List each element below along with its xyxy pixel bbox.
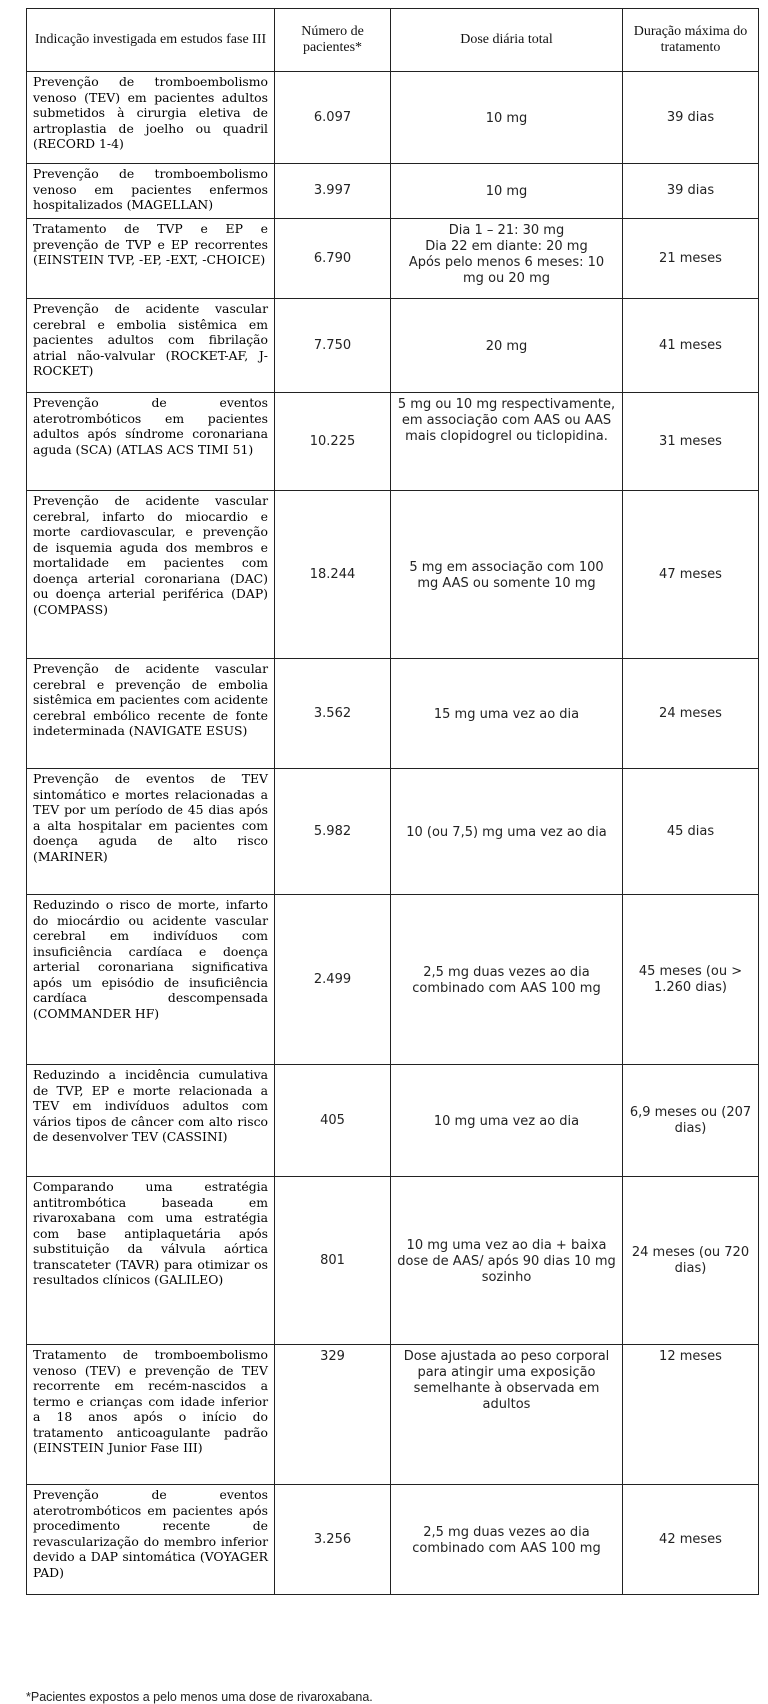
dose-cell: 20 mg [391,299,623,393]
dose-cell: 10 (ou 7,5) mg uma vez ao dia [391,769,623,895]
patients-cell: 6.790 [275,219,391,299]
table-row [27,1065,759,1177]
dose-cell: 5 mg ou 10 mg respectivamente, em associação com AAS ou AAS mais clopidogrel ou ticlopidina. [391,393,623,491]
duration-cell: 47 meses [623,491,759,659]
indication-cell: Prevenção de eventos aterotrombóticos em pacientes adultos após síndrome coronariana aguda (SCA) (ATLAS ACS TIMI 51) [27,393,275,491]
indication-cell: Prevenção de tromboembolismo venoso em pacientes enfermos hospitalizados (MAGELLAN) [27,164,275,219]
indication-cell: Prevenção de eventos de TEV sintomático e mortes relacionadas a TEV por um período de 45 dias após a alta hospitalar em pacientes com doença aguda de alto risco (MARINER) [27,769,275,895]
patients-cell: 801 [275,1177,391,1345]
footnote: *Pacientes expostos a pelo menos uma dose de rivaroxabana. [26,1690,373,1704]
dose-cell: 15 mg uma vez ao dia [391,659,623,769]
table-row [27,491,759,659]
dose-cell: 10 mg uma vez ao dia [391,1065,623,1177]
duration-cell: 24 meses [623,659,759,769]
indication-cell: Prevenção de acidente vascular cerebral, infarto do miocardio e morte cardiovascular, e prevenção de isquemia aguda dos membros e mortalidade em pacientes com doença arterial coronariana (DAC) ou doença arterial periférica (DAP) (COMPASS) [27,491,275,659]
patients-cell: 329 [275,1345,391,1485]
patients-cell: 2.499 [275,895,391,1065]
header-indicacao: Indicação investigada em estudos fase III [27,9,275,72]
dose-cell: 10 mg [391,72,623,164]
table-row [27,164,759,219]
header-dose: Dose diária total [391,9,623,72]
header-pacientes: Número de pacientes* [275,9,391,72]
patients-cell: 7.750 [275,299,391,393]
dose-cell: 2,5 mg duas vezes ao dia combinado com AAS 100 mg [391,895,623,1065]
phase-iii-studies-table [26,8,759,1595]
duration-cell: 45 meses (ou > 1.260 dias) [623,895,759,1065]
dose-cell: Dia 1 – 21: 30 mg Dia 22 em diante: 20 mg Após pelo menos 6 meses: 10 mg ou 20 mg [391,219,623,299]
patients-cell: 6.097 [275,72,391,164]
indication-cell: Prevenção de acidente vascular cerebral e embolia sistêmica em pacientes adultos com fibrilação atrial não-valvular (ROCKET-AF, J-ROCKET) [27,299,275,393]
patients-cell: 10.225 [275,393,391,491]
patients-cell: 3.997 [275,164,391,219]
indication-cell: Prevenção de acidente vascular cerebral e prevenção de embolia sistêmica em pacientes com acidente cerebral embólico recente de fonte indeterminada (NAVIGATE ESUS) [27,659,275,769]
indication-cell: Prevenção de eventos aterotrombóticos em pacientes após procedimento recente de revascularização do membro inferior devido a DAP sintomática (VOYAGER PAD) [27,1485,275,1595]
table-row [27,895,759,1065]
indication-cell: Reduzindo a incidência cumulativa de TVP, EP e morte relacionada a TEV em indivíduos adultos com vários tipos de câncer com alto risco de desenvolver TEV (CASSINI) [27,1065,275,1177]
patients-cell: 3.256 [275,1485,391,1595]
dose-cell: Dose ajustada ao peso corporal para atingir uma exposição semelhante à observada em adultos [391,1345,623,1485]
duration-cell: 39 dias [623,164,759,219]
patients-cell: 5.982 [275,769,391,895]
table-row [27,769,759,895]
header-duracao: Duração máxima do tratamento [623,9,759,72]
indication-cell: Tratamento de TVP e EP e prevenção de TVP e EP recorrentes (EINSTEIN TVP, -EP, -EXT, -CHOICE) [27,219,275,299]
table-row [27,72,759,164]
table-row [27,659,759,769]
header-row [27,9,759,72]
duration-cell: 24 meses (ou 720 dias) [623,1177,759,1345]
duration-cell: 21 meses [623,219,759,299]
table-row [27,1485,759,1595]
indication-cell: Comparando uma estratégia antitrombótica baseada em rivaroxabana com uma estratégia com base antiplaquetária após substituição da válvula aórtica transcateter (TAVR) para otimizar os resultados clínicos (GALILEO) [27,1177,275,1345]
duration-cell: 42 meses [623,1485,759,1595]
duration-cell: 45 dias [623,769,759,895]
patients-cell: 3.562 [275,659,391,769]
duration-cell: 12 meses [623,1345,759,1485]
table-row [27,1345,759,1485]
table-row [27,299,759,393]
duration-cell: 39 dias [623,72,759,164]
patients-cell: 405 [275,1065,391,1177]
indication-cell: Tratamento de tromboembolismo venoso (TEV) e prevenção de TEV recorrente em recém-nascidos a termo e crianças com idade inferior a 18 anos após o início do tratamento anticoagulante padrão (EINSTEIN Junior Fase III) [27,1345,275,1485]
dose-cell: 5 mg em associação com 100 mg AAS ou somente 10 mg [391,491,623,659]
patients-cell: 18.244 [275,491,391,659]
table-row [27,1177,759,1345]
table-row [27,393,759,491]
dose-cell: 10 mg [391,164,623,219]
dose-cell: 2,5 mg duas vezes ao dia combinado com AAS 100 mg [391,1485,623,1595]
indication-cell: Reduzindo o risco de morte, infarto do miocárdio ou acidente vascular cerebral em indivíduos com insuficiência cardíaca e doença arterial coronariana significativa após um episódio de insuficiência cardíaca descompensada (COMMANDER HF) [27,895,275,1065]
duration-cell: 41 meses [623,299,759,393]
duration-cell: 31 meses [623,393,759,491]
duration-cell: 6,9 meses ou (207 dias) [623,1065,759,1177]
table-row [27,219,759,299]
dose-cell: 10 mg uma vez ao dia + baixa dose de AAS/ após 90 dias 10 mg sozinho [391,1177,623,1345]
indication-cell: Prevenção de tromboembolismo venoso (TEV) em pacientes adultos submetidos à cirurgia eletiva de artroplastia de joelho ou quadril (RECORD 1-4) [27,72,275,164]
